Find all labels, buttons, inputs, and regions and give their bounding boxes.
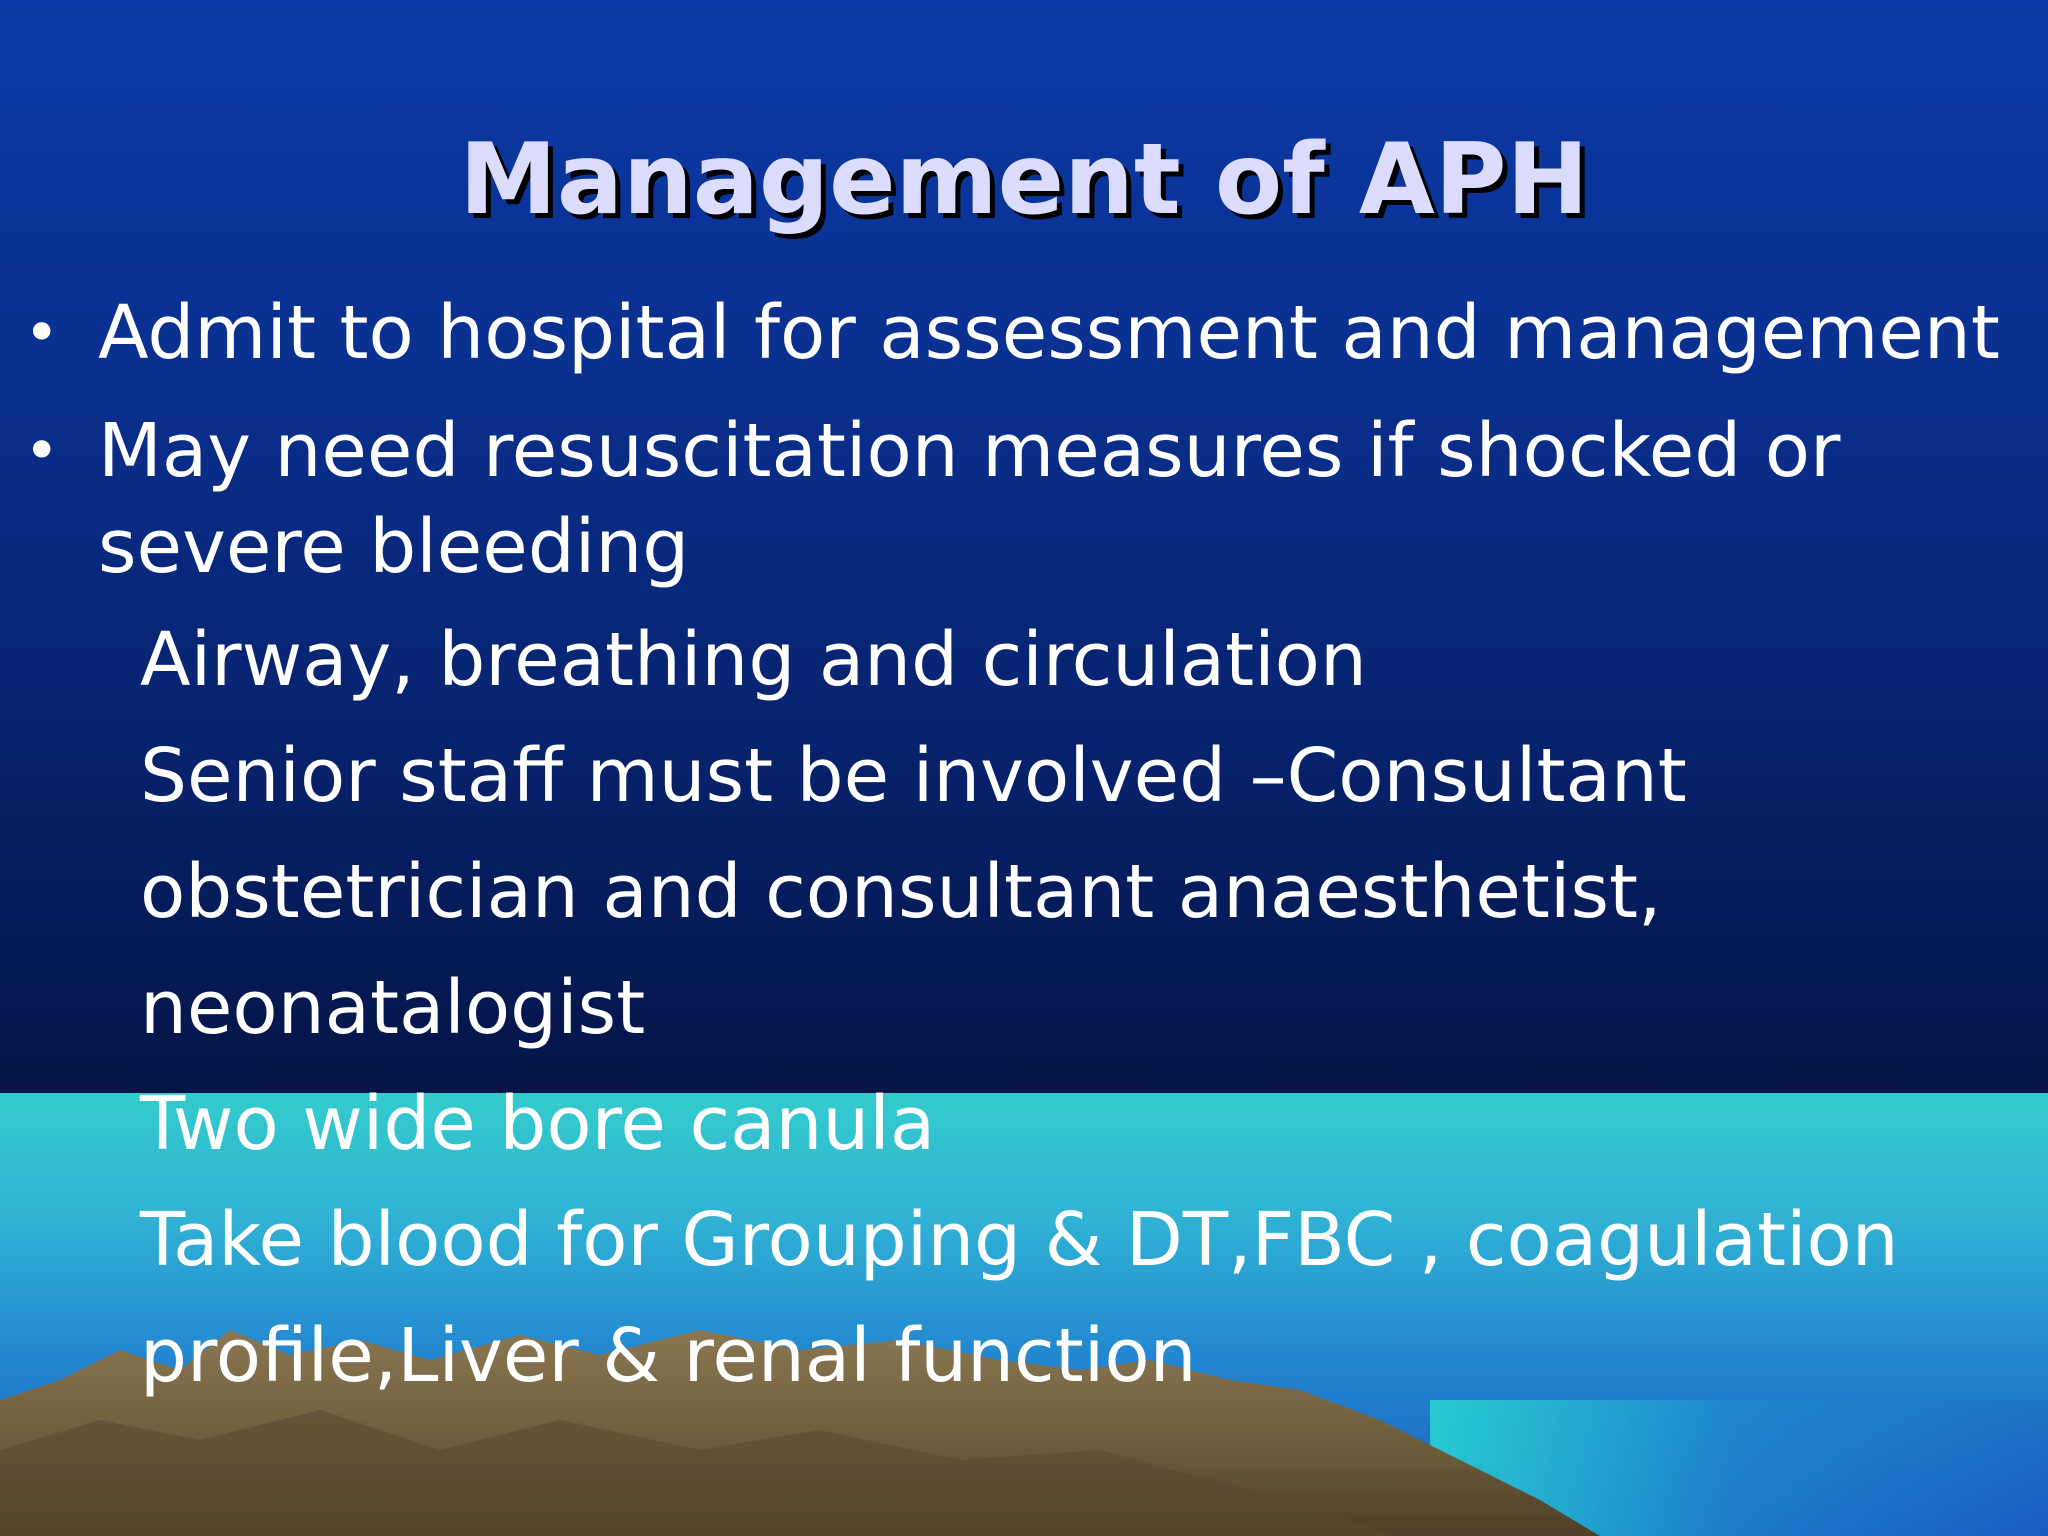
bullet-item xyxy=(24,285,2024,381)
bullet-marker: • xyxy=(24,298,60,368)
bullet-text: May need resuscitation measures if shocked or severe bleeding xyxy=(98,408,1841,590)
slide-title: Management of APH xyxy=(459,123,1589,237)
sub-line: Senior staff must be involved –Consultant xyxy=(140,733,1687,819)
sub-line: Take blood for Grouping & DT,FBC , coagulation xyxy=(140,1197,1899,1283)
sub-line: neonatalogist xyxy=(140,965,646,1051)
bullet-item xyxy=(24,403,2024,595)
bullet-text: Admit to hospital for assessment and management xyxy=(98,290,2000,376)
bullet-marker: • xyxy=(24,416,60,486)
sub-line: Two wide bore canula xyxy=(140,1081,936,1167)
sub-line: obstetrician and consultant anaesthetist, xyxy=(140,849,1662,935)
sub-line: Airway, breathing and circulation xyxy=(140,617,1367,703)
sub-line: profile,Liver & renal function xyxy=(140,1313,1197,1399)
